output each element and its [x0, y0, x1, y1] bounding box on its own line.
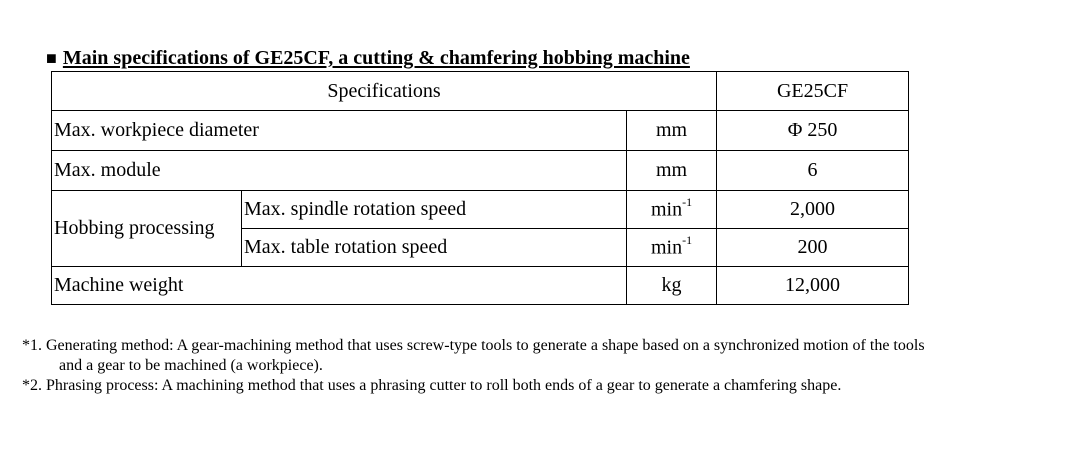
- spec-table: [51, 71, 909, 305]
- row-unit-diameter: mm: [627, 111, 717, 151]
- row-unit-module: mm: [627, 151, 717, 191]
- row-unit-table-speed: $\min^{-1}$: [627, 229, 717, 267]
- footnote-1-line-1: *1. Generating method: A gear-machining method that uses screw-type tools to generate a shape based on a synchronized motion of the tools: [22, 337, 925, 354]
- footnote-1: [22, 336, 1062, 376]
- table-row: [52, 267, 909, 305]
- row-group-hobbing: Hobbing processing: [52, 191, 242, 267]
- row-label-weight: Machine weight: [52, 267, 627, 305]
- footnote-2: *2. Phrasing process: A machining method that uses a phrasing cutter to roll both ends of a gear to generate a chamfering shape.: [22, 377, 842, 394]
- row-label-table-speed: Max. table rotation speed: [242, 229, 627, 267]
- row-value-spindle: 2,000: [717, 191, 909, 229]
- section-heading: [46, 47, 690, 70]
- row-label-spindle: Max. spindle rotation speed: [242, 191, 627, 229]
- row-value-diameter: Φ 250: [717, 111, 909, 151]
- table-row: [52, 111, 909, 151]
- header-model: GE25CF: [717, 72, 909, 111]
- row-label-module: Max. module: [52, 151, 627, 191]
- header-specifications: Specifications: [52, 72, 717, 111]
- row-unit-weight: kg: [627, 267, 717, 305]
- row-value-table-speed: 200: [717, 229, 909, 267]
- row-value-weight: 12,000: [717, 267, 909, 305]
- row-value-module: 6: [717, 151, 909, 191]
- table-header-row: [52, 72, 909, 111]
- table-row: [52, 191, 909, 229]
- footnotes: [22, 336, 1062, 396]
- table-row: [52, 151, 909, 191]
- row-unit-spindle: $\min^{-1}$: [627, 191, 717, 229]
- row-label-diameter: Max. workpiece diameter: [52, 111, 627, 151]
- footnote-1-line-2: and a gear to be machined (a workpiece).: [59, 357, 323, 374]
- heading-title: Main specifications of GE25CF, a cutting & chamfering hobbing machine: [62, 47, 690, 69]
- bullet-square-icon: ■: [46, 48, 57, 68]
